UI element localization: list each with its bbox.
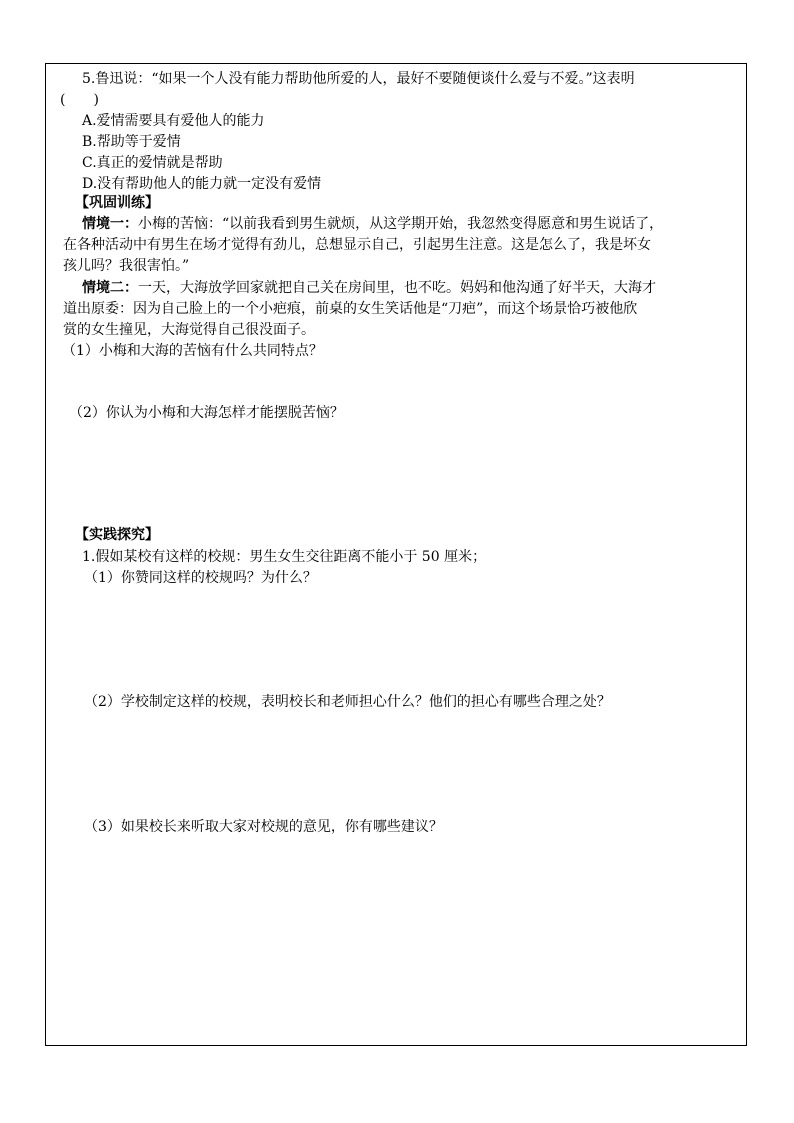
scenario-2-text: 一天，大海放学回家就把自己关在房间里，也不吃。妈妈和他沟通了好半天，大海才: [138, 280, 656, 296]
scenario-2-line1: [82, 278, 656, 299]
practice-heading: 【实践探究】: [75, 527, 159, 543]
practice-question-2: （2）学校制定这样的校规，表明校长和老师担心什么？他们的担心有哪些合理之处？: [84, 694, 611, 710]
consolidation-heading: 【巩固训练】: [75, 195, 159, 211]
q5-stem-line2: ( ): [60, 92, 99, 108]
practice-question-3: （3）如果校长来听取大家对校规的意见，你有哪些建议？: [84, 819, 443, 835]
scenario-2-line3: 赏的女生撞见，大海觉得自己很没面子。: [63, 322, 315, 338]
q5-stem-line1: 5.鲁迅说：“如果一个人没有能力帮助他所爱的人，最好不要随便谈什么爱与不爱。”这表明: [82, 71, 635, 87]
scenario-1-line2: 在各种活动中有男生在场才觉得有劲儿，总想显示自己，引起男生注意。这是怎么了，我是坏女: [63, 237, 651, 253]
consolidation-question-2: （2）你认为小梅和大海怎样才能摆脱苦恼？: [69, 405, 344, 421]
scenario-2-line2: 道出原委：因为自己脸上的一个小疤痕，前桌的女生笑话他是“刀疤”，而这个场景恰巧被他欣: [63, 301, 638, 317]
q5-option-c: C.真正的爱情就是帮助: [82, 155, 223, 171]
scenario-1-label: 情境一：: [82, 216, 138, 232]
scenario-1-line3: 孩儿吗？我很害怕。”: [63, 258, 190, 274]
practice-question-1: （1）你赞同这样的校规吗？为什么？: [84, 570, 317, 586]
scenario-1-line1: [82, 214, 663, 235]
practice-intro: 1.假如某校有这样的校规：男生女生交往距离不能小于 50 厘米；: [82, 549, 487, 565]
scenario-2-label: 情境二：: [82, 280, 138, 296]
q5-option-a: A.爱情需要具有爱他人的能力: [82, 113, 265, 129]
q5-option-d: D.没有帮助他人的能力就一定没有爱情: [82, 176, 322, 192]
consolidation-question-1: （1）小梅和大海的苦恼有什么共同特点？: [62, 343, 323, 359]
q5-option-b: B.帮助等于爱情: [82, 134, 181, 150]
scenario-1-text: 小梅的苦恼：“以前我看到男生就烦，从这学期开始，我忽然变得愿意和男生说话了，: [138, 216, 664, 232]
